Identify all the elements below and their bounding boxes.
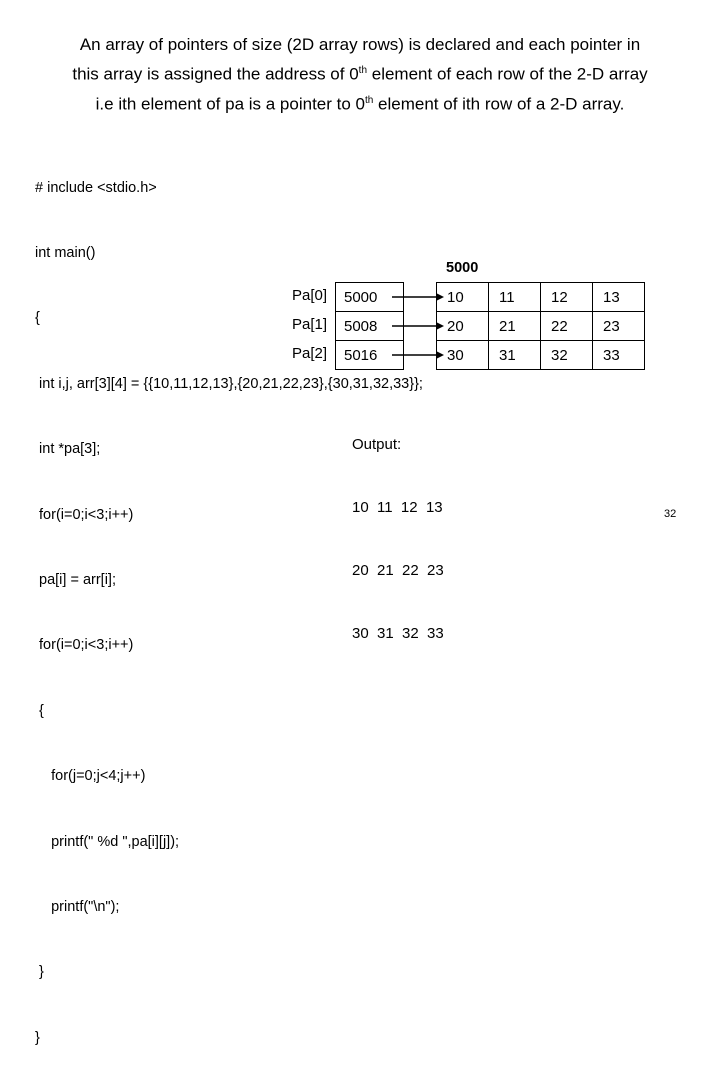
page-number: 32 <box>664 508 677 520</box>
output-line: 20 21 22 23 <box>352 562 444 579</box>
code-line: { <box>35 310 40 327</box>
heading-line-2-sup: th <box>358 65 368 76</box>
code-line: int i,j, arr[3][4] = {{10,11,12,13},{20,21,22,23},{30,31,32,33}}; <box>35 375 423 392</box>
matrix-cell: 12 <box>541 283 593 312</box>
code-line: int main() <box>35 244 96 261</box>
code-line: for(i=0;i<3;i++) <box>35 506 134 523</box>
matrix-cell: 30 <box>437 341 489 370</box>
heading-line-3-pre: i.e ith element of pa is a pointer to 0 <box>95 94 365 114</box>
base-address-label: 5000 <box>446 260 479 276</box>
heading-line-3-sup: th <box>364 94 374 106</box>
output-block <box>352 392 444 665</box>
pointer-cell: 5016 <box>336 341 404 370</box>
code-line: # include <stdio.h> <box>35 179 157 196</box>
pointer-cell: 5000 <box>336 283 404 312</box>
code-line: printf(" %d ",pa[i][j]); <box>35 833 180 850</box>
heading-line-3-post: element of ith row of a 2-D array. <box>373 94 625 114</box>
code-line: for(j=0;j<4;j++) <box>35 768 146 785</box>
matrix-cell: 13 <box>593 283 645 312</box>
matrix-cell: 21 <box>489 312 541 341</box>
heading-line-2-pre: this array is assigned the address of 0 <box>72 64 359 84</box>
output-line: 30 31 32 33 <box>352 625 444 642</box>
matrix-cell: 10 <box>437 283 489 312</box>
matrix-cell: 31 <box>489 341 541 370</box>
code-line: } <box>35 964 44 981</box>
heading-line-2-post: element of each row of the 2-D array <box>367 64 648 84</box>
output-label: Output: <box>352 436 402 453</box>
pointer-label: Pa[0] <box>292 287 328 304</box>
matrix-cell: 22 <box>541 312 593 341</box>
code-line: printf("\n"); <box>35 898 120 915</box>
matrix-cell: 11 <box>489 283 541 312</box>
matrix-cell: 33 <box>593 341 645 370</box>
code-line: for(i=0;i<3;i++) <box>35 637 134 654</box>
code-line: } <box>35 1029 40 1046</box>
pointer-label: Pa[1] <box>292 316 328 333</box>
output-line: 10 11 12 13 <box>352 499 443 516</box>
pointer-cell: 5008 <box>336 312 404 341</box>
matrix-cell: 32 <box>541 341 593 370</box>
matrix-cell: 23 <box>593 312 645 341</box>
code-line: pa[i] = arr[i]; <box>35 571 116 588</box>
code-line: int *pa[3]; <box>35 441 101 458</box>
arrow-head <box>436 351 444 359</box>
arrow-head <box>436 293 444 301</box>
matrix-cell: 20 <box>437 312 489 341</box>
heading-line-1: An array of pointers of size (2D array rows) is declared and each pointer in <box>79 35 641 54</box>
code-line: { <box>35 702 44 719</box>
pointer-label: Pa[2] <box>292 345 328 362</box>
arrow-head <box>436 322 444 330</box>
